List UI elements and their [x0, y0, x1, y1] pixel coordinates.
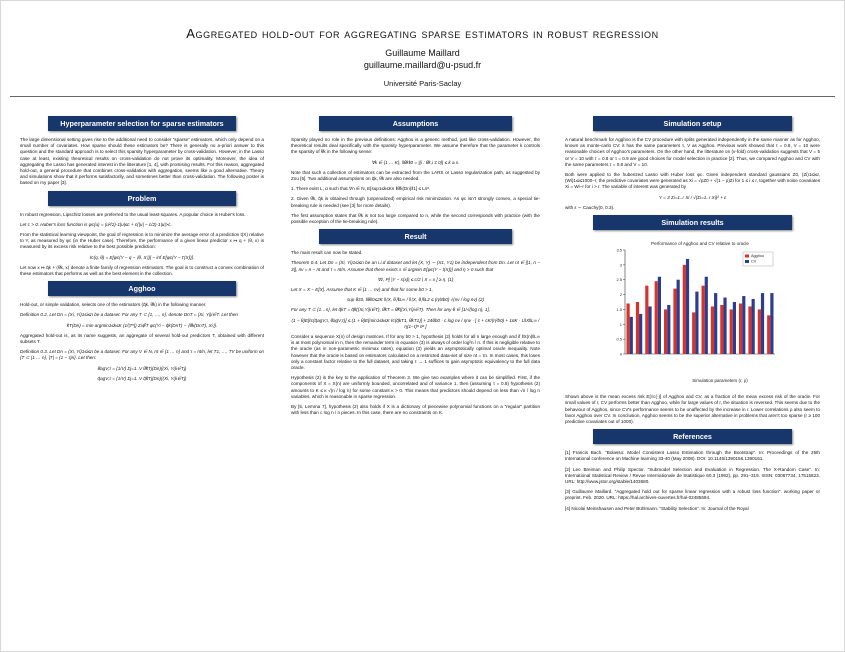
bar-cv — [629, 317, 632, 354]
bar-agghoo — [739, 304, 742, 355]
setup-paragraph-2: Both were applied to the huberized Lasso with Huber loss φc. Given independent standard gaussians Z0, (Zi)1≤i≤r, (Wi)1≤i≤1000−r, the predictive covariates were generated as Xi = √ρZ0 + √(1 − ρ)Zi for 1 ≤ i ≤ r, together with noise covariates Xi = Wi−r for i > r. The variable of interest was generated by — [565, 172, 821, 190]
bar-agghoo — [710, 306, 713, 354]
equation-1: ∀z, P[ |Y − s(x)| ≤ c/2 | X = x ] ≥ η. (1) — [377, 276, 454, 282]
bar-agghoo — [654, 281, 657, 354]
author-email: guillaume.maillard@u-psud.fr — [363, 60, 482, 70]
results-paragraph: Shown above is the mean excess risk E[ℓc(·)] of Agghoo and CV, as a fraction of the mean excess risk of the oracle. For small values of r, CV performs better than Agghoo, while for large values of r, the situation is reversed. This seems due to the behaviour of Agghoo, since CV's performance seems to be unaffected by the increase in r. Lower correlations ρ also seem to favor Agghoo over CV. In conclusion, Agghoo seems to be the superior alternative in problems that aren't too sparse (r ≥ 100 predictive covariates out of 1000). — [565, 394, 820, 425]
y-tick-label: 0.5 — [615, 336, 622, 342]
problem-paragraph-3: Let now x ↦ q̂k + ⟨θ̂k, x⟩ denote a finite family of regression estimators. The goal is to construct a convex combination of these estimators that performs as well as the best element in the collection. — [20, 264, 264, 277]
result-paragraph-6: By [5, Lemma 7], hypothesis (2) also holds if X is a dictionary of piecewise polynomial functions on a “regular” partition with less than c log n / n pieces. In this case, there are no constraints on K. — [291, 404, 540, 416]
section-header-hyperparameter: Hyperparameter selection for sparse estimators — [48, 116, 236, 131]
result-paragraph-4: Consider a sequence X(n) of design matrices. If for any b0 > 1, hypothesis (2) holds for all n large enough and if ‖X(n)‖L∞ is at most polynomial in n, then the remainder term in equation (3) is always of order log²n / n. If this is negligible relative to the oracle (as in non-parametric minimax rates), equation (3) yields an asymptotically optimal oracle inequality. Note however that the oracle is based on estimators calculated on a restricted data-set of size nt = τn. In most cases, this loses only a constant factor relative to the full dataset, and taking τ → 1 suffices to gain asymptotic equivalency to the full data oracle. — [291, 334, 540, 371]
assumptions-paragraph-2: Note that such a collection of estimators can be extracted from the LARS or Lasso regularization path, as suggested by Zou [5]. Two additional assumptions on q̂k, θ̂k are also needed. — [291, 169, 540, 182]
definition-0-2: Definition 0.2. Let Dn = (Xi, Yi)1≤i≤n be a dataset. For any T ⊂ {1, …, n}, denote DnT = (Xi, Yi)i∈T. Let then — [20, 312, 238, 318]
y-tick-label: 0 — [619, 351, 622, 357]
bar-agghoo — [645, 286, 648, 354]
bar-cv — [639, 314, 642, 354]
assumptions-paragraph-3: The first assumption states that θ̂k is not too large compared to n, while the second corresponds with practice (with the possible exception of the tie-breaking rule). — [291, 212, 540, 225]
bar-cv — [676, 280, 679, 354]
bar-agghoo — [692, 312, 695, 354]
bar-cv — [770, 293, 773, 354]
section-header-problem: Problem — [48, 191, 236, 206]
reference-1: [1] Francis Bach. “Bolasso: Model Consistent Lasso Estimation through the Bootstrap”. In: Proceedings of the 25th International conference on Machine learning 33-40 (May 2008). DOI: 10.1145/1390156.1390161. — [565, 450, 820, 462]
bar-cv — [732, 302, 735, 354]
legend-swatch — [745, 255, 749, 258]
bar-cv — [648, 306, 651, 354]
legend-swatch — [745, 260, 749, 263]
bar-agghoo — [664, 309, 667, 354]
x-axis-label: Simulation parameters (r, ρ) — [691, 378, 748, 384]
reference-2: [2] Leo Breiman and Philip Spector. “Submodel Selection and Evaluation in Regression. The X-Random Case”. In: International Statistical Review / Revue Internationale de Statistique 60.3 (1992), pp. 291–319. ISSN: 03067734, 17515823. URL: http://www.jstor.org/stable/1403680. — [565, 466, 820, 485]
setup-paragraph-1: A natural benchmark for Agghoo is the CV procedure with splits generated independently in the same manner as for Agghoo, known as monte-carlo CV: it has the same parameters τ, V as Agghoo. Previous work showed that τ = 0.8, V = 10 were reasonable choices of Agghoo's parameters. On the other hand, the litterature on (v-fold) cross-validation suggests that V = 5 or V = 10 with τ = 0.8 or τ = 0.9 are good choices for model selection in practice [2]. Thus, we compared Agghoo and CV with the same parameters τ = 0.8 and V = 10. — [565, 137, 820, 167]
assumption-item-2: 2. Given θ̂k, q̂k is obtained through (unpenalized) empirical risk minimization. As φc isn't strongly convex, a special tie-breaking rule is needed (see [3] for more details). — [291, 196, 540, 208]
column-right — [565, 116, 820, 516]
bar-agghoo — [757, 309, 760, 354]
author-name: Guillaume Maillard — [385, 48, 460, 58]
result-paragraph-3: For any T ⊂ {1…n}, let q̂kT = q̂k̂((Xi,Yi)i∈T), θ̂kT = θ̂k̂((Xi,Yi)i∈T). Then for any θ ∈ [1/√(log n), 1], — [291, 307, 491, 313]
y-tick-label: 2 — [619, 292, 622, 298]
agghoo-paragraph-1: Hold-out, or simple validation, selects one of the estimators (q̂k, θ̂k) in the following manner. — [20, 302, 207, 308]
definition-0-3: Definition 0.3. Let Dn = (Xi, Yi)1≤i≤n be a dataset. For any V ∈ N, nt ∈ {1 … n} and τ = nt/n, let T1, …, TV be uniform on {T ⊂ {1 … n}, |T| = (1 − τ)n}. Let then: — [20, 349, 264, 361]
result-paragraph-2: Let X = X − E[X]. Assume that K ∈ {1 … nv} and that for some b0 > 1, — [291, 287, 433, 293]
results-bar-chart — [603, 236, 783, 386]
setup-paragraph-3: with ε ∼ Cauchy(0, 0.3). — [565, 204, 615, 210]
bar-cv — [723, 298, 726, 354]
problem-paragraph-1: In robust regression, Lipschitz losses are preferred to the usual least-squares. A popular choice is Huber's loss. — [20, 211, 246, 217]
section-header-references: References — [593, 429, 792, 444]
sparsity-equation: ∀k ∈ {1 … K}, ‖θ̂k‖0 = |{i : θ̂k,i ≠ 0}| ≤ k a.s. — [371, 159, 460, 165]
equation-2: sup θ≠0, ‖θ‖0≤2K ‖⟨X, θ⟩‖L∞ / ‖⟨X, θ⟩‖L2 ≤ (η/8b0) √(nv / log nv) (2) — [346, 297, 485, 303]
theorem-0-4: Theorem 0.4. Let Dn = (Xi, Yi)1≤i≤n be an i.i.d dataset and let (X, Y) ∼ (X1, Y1) be independent from Dn. Let nt ∈ [|1, n − 3|], nv = n − nt and τ = nt/n. Assume that there exists s ∈ argmin E[φc(Y − t(X))] and η > 0 such that — [291, 260, 540, 272]
intro-paragraph: The large dimensional setting gives rise to the additional need to consider “sparse” estimators, which only depend on a small number of covariates. How sparse should these estimators be? There is generally no a-priori answer to this question and the standard approach is to select this sparsity hyperparameter by cross-validation. However, in the Lasso case at least, existing theoretical results on cross-validation do not prove its optimality. Moreover, the idea of aggregating the Lasso has generated interest in the litterature [1, 4], with promising results. For this reason, aggregated hold-out, a general procedure that combines cross-validation with aggregation, seems like a good alternative. Theory and simulations show that it performs satisfactorily, and sometimes better than cross-validation. The following poster is based on my paper [3]. — [20, 137, 264, 186]
assumption-item-1: 1. There exist L, α such that ∀n ∈ N, E[sup1≤k≤Kn ‖θ̂k(Dn)‖1] ≤ Lnᵅ. — [291, 186, 431, 192]
reference-3: [3] Guillaume Maillard. “Aggregated hold out for sparse linear regression with a robust loss function”. working paper or preprint. Feb. 2020. URL: https://hal.archives-ouvertes.fr/hal-02485694. — [565, 489, 820, 501]
bar-agghoo — [729, 309, 732, 354]
y-tick-label: 3 — [619, 262, 622, 268]
chart-title: Performance of Agghoo and CV relative to oracle — [650, 241, 749, 247]
huber-loss-definition: Let c > 0. Huber's loss function is φc(u) = (u²/2)·1|u|≤c + c(|u| − c/2)·1|u|>c. — [20, 221, 172, 227]
y-tick-label: 1 — [619, 321, 622, 327]
y-tick-label: 3.5 — [615, 247, 622, 253]
bar-cv — [657, 277, 660, 354]
header-rule — [10, 96, 835, 97]
response-equation: Y = 3 Σi=1..r Xi / √(Σi=1..r Xi)² + ε — [658, 194, 727, 200]
y-tick-label: 1.5 — [615, 306, 622, 312]
bar-cv — [704, 277, 707, 354]
bar-agghoo — [682, 265, 685, 354]
result-paragraph-1: The main result can now be stated. — [291, 250, 363, 256]
bar-agghoo — [626, 304, 629, 355]
bar-agghoo — [748, 306, 751, 354]
bar-cv — [760, 293, 763, 354]
section-header-agghoo: Agghoo — [48, 281, 236, 296]
results-chart — [565, 236, 820, 388]
agghoo-paragraph-2: Aggregated hold-out is, as its name suggests, an aggregate of several hold-out predictors T, obtained with different subsets T. — [20, 332, 264, 345]
legend-label: Agghoo — [750, 254, 764, 259]
section-header-simulation-setup: Simulation setup — [593, 116, 792, 131]
holdout-selection-equation: k̂T(Dn) = min argmin1≤k≤K (1/|Tᶜ|) Σi∉T φc(Yi − q̂k(DnT) − ⟨θ̂k(DnT), Xi⟩). — [66, 322, 218, 328]
bar-cv — [695, 292, 698, 354]
bar-agghoo — [635, 302, 638, 354]
bar-agghoo — [767, 315, 770, 354]
bar-cv — [685, 259, 688, 354]
bar-cv — [751, 299, 754, 354]
bar-agghoo — [720, 305, 723, 354]
section-header-result: Result — [319, 229, 512, 244]
bar-agghoo — [701, 286, 704, 354]
bar-cv — [667, 305, 670, 354]
bar-agghoo — [673, 289, 676, 354]
column-left — [20, 116, 264, 386]
section-header-simulation-results: Simulation results — [593, 215, 792, 230]
section-header-assumptions: Assumptions — [319, 116, 512, 131]
affiliation: Université Paris-Saclay — [383, 79, 462, 88]
legend-label: CV — [750, 259, 756, 264]
reference-4: [4] Nicolai Meinshausen and Peter Bühlmann. “Stability Selection”. In: Journal of the Royal — [565, 505, 749, 511]
agghoo-theta-equation: θ̂agV,τ = (1/V) Σj=1..V θ̂k̂Tj(Dn)((Xi, Yi)i∈Tj) — [97, 365, 187, 371]
bar-cv — [714, 293, 717, 354]
agghoo-q-equation: q̂agV,τ = (1/V) Σj=1..V q̂k̂Tj(Dn)((Xi, Yi)i∈Tj) — [97, 375, 187, 381]
column-middle — [291, 116, 540, 421]
result-paragraph-5: Hypothesis (2) is the key to the application of Theorem 3. We give two examples where it can be simplified. First, if the components of X = X(n) are uniformly bounded, uncorrelated and of variance 1, then (assuming τ = 0.8) hypothesis (2) amounts to K ≤ κ √(n / log n) for some constant κ > 0. This means that predictors should depend on less than √n / log n variables, which is reasonable in sparse regression. — [291, 375, 540, 399]
oracle-inequality-equation: (1 − θ)E[ℓc(q̂agV,τ, θ̂agV,τ)] ≤ (1 + θ)E[min1≤k≤K ℓc(q̂kT1, θ̂kT1)] + 24θb0 · c log nv / ηnv · [ c + cK/(η²b0) + 16K · L‖X‖L∞ / η(1−τ)ᵅ nᵅ ] — [291, 317, 540, 329]
assumptions-paragraph-1: Sparsity played no role in the previous definitions: Agghoo is a generic method, just like cross-validation. However, the theoretical results deal specifically with the sparsity hyperparameter. We assume therefore that the parameter k controls the sparsity of θ̂k in the following sense: — [291, 137, 540, 155]
poster-title: Aggregated hold-out for aggregating sparse estimators in robust regression — [186, 26, 659, 41]
excess-risk-equation: ℓc(q, θ) = E[φc(Y − q − ⟨θ, X⟩)] − inf E[φc(Y − t′(X))]. — [89, 254, 195, 260]
y-tick-label: 2.5 — [615, 277, 622, 283]
bar-cv — [742, 296, 745, 354]
problem-paragraph-2: From the statistical learning viewpoint, the goal of regression is to minimize the average error of a prediction t(X) relative to Y, as measured by φc (in the Huber case). Therefore, the performance of a given linear predictor x ↦ q + ⟨θ, x⟩ is measured by its excess risk relative to the best possible prediction: — [20, 232, 264, 250]
